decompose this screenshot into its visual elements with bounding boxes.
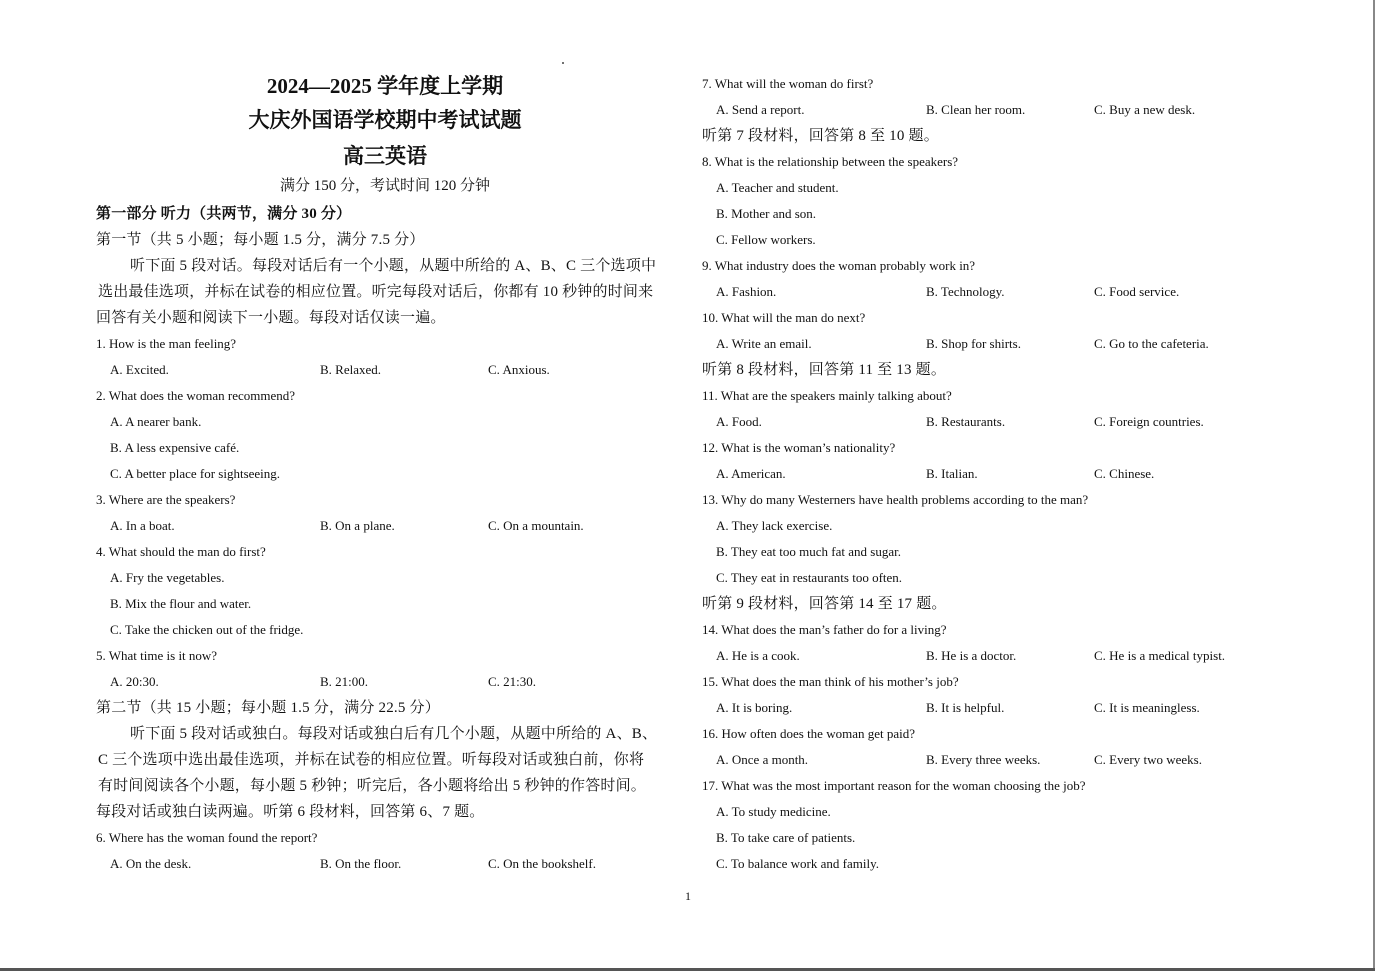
question-stem: 5. What time is it now? — [96, 648, 218, 663]
school-exam-title: 大庆外国语学校期中考试试题 — [248, 108, 522, 132]
option-a: A. A nearer bank. — [110, 414, 202, 429]
option-a: A. On the desk. — [110, 856, 192, 871]
option-c: C. On a mountain. — [488, 518, 584, 533]
question-stem: 10. What will the man do next? — [702, 310, 866, 325]
option-b: B. Restaurants. — [926, 414, 1006, 429]
option-a: A. Fry the vegetables. — [110, 570, 225, 585]
exam-year-title: 2024—2025 学年度上学期 — [266, 74, 504, 98]
option-b: B. Technology. — [926, 284, 1005, 299]
section2-instruction-line: 有时间阅读各个小题，每小题 5 秒钟；听完后，各小题将给出 5 秒钟的作答时间。 — [98, 778, 647, 794]
option-c: C. He is a medical typist. — [1094, 648, 1226, 663]
question-stem: 12. What is the woman’s nationality? — [702, 440, 896, 455]
segment-instruction: 听第 9 段材料，回答第 14 至 17 题。 — [702, 596, 947, 612]
option-c: C. Take the chicken out of the fridge. — [110, 622, 304, 637]
question-stem: 13. Why do many Westerners have health problems according to the man? — [702, 492, 1089, 507]
question-stem: 3. Where are the speakers? — [96, 492, 236, 507]
option-a: A. Food. — [716, 414, 762, 429]
option-b: B. It is helpful. — [926, 700, 1005, 715]
option-c: C. To balance work and family. — [716, 856, 879, 871]
option-b: B. He is a doctor. — [926, 648, 1017, 663]
option-b: B. Mix the flour and water. — [110, 596, 252, 611]
option-c: C. Buy a new desk. — [1094, 102, 1196, 117]
option-c: C. Go to the cafeteria. — [1094, 336, 1209, 351]
section1-instruction-line: 回答有关小题和阅读下一小题。每段对话仅读一遍。 — [96, 310, 446, 326]
option-c: C. 21:30. — [488, 674, 537, 689]
option-a: A. It is boring. — [716, 700, 793, 715]
option-a: A. Excited. — [110, 362, 169, 377]
option-c: C. Food service. — [1094, 284, 1180, 299]
question-stem: 15. What does the man think of his mother’s job? — [702, 674, 959, 689]
option-b: B. Mother and son. — [716, 206, 817, 221]
question-stem: 8. What is the relationship between the speakers? — [702, 154, 959, 169]
option-a: A. Write an email. — [716, 336, 812, 351]
section2-heading: 第二节（共 15 小题；每小题 1.5 分，满分 22.5 分） — [96, 700, 440, 716]
question-stem: 9. What industry does the woman probably work in? — [702, 258, 976, 273]
option-a: A. They lack exercise. — [716, 518, 833, 533]
page-number: 1 — [685, 889, 691, 903]
option-c: C. They eat in restaurants too often. — [716, 570, 903, 585]
section1-instruction-line: 选出最佳选项，并标在试卷的相应位置。听完每段对话后，你都有 10 秒钟的时间来 — [98, 284, 654, 300]
stray-mark — [562, 62, 564, 64]
question-stem: 1. How is the man feeling? — [96, 336, 237, 351]
question-stem: 11. What are the speakers mainly talking about? — [702, 388, 952, 403]
option-c: C. Foreign countries. — [1094, 414, 1204, 429]
section1-heading: 第一节（共 5 小题；每小题 1.5 分，满分 7.5 分） — [96, 232, 425, 248]
question-stem: 16. How often does the woman get paid? — [702, 726, 916, 741]
segment-instruction: 听第 8 段材料，回答第 11 至 13 题。 — [702, 362, 947, 378]
option-b: B. Relaxed. — [320, 362, 382, 377]
option-a: A. Send a report. — [716, 102, 805, 117]
option-a: A. Teacher and student. — [716, 180, 839, 195]
option-c: C. Fellow workers. — [716, 232, 816, 247]
score-time-info: 满分 150 分，考试时间 120 分钟 — [279, 178, 490, 194]
option-b: B. They eat too much fat and sugar. — [716, 544, 901, 559]
option-a: A. In a boat. — [110, 518, 175, 533]
question-stem: 7. What will the woman do first? — [702, 76, 874, 91]
option-b: B. Clean her room. — [926, 102, 1026, 117]
section1-instruction-line: 听下面 5 段对话。每段对话后有一个小题，从题中所给的 A、B、C 三个选项中 — [130, 258, 657, 274]
option-c: C. It is meaningless. — [1094, 700, 1200, 715]
option-b: B. Italian. — [926, 466, 978, 481]
option-c: C. Every two weeks. — [1094, 752, 1202, 767]
question-stem: 14. What does the man’s father do for a living? — [702, 622, 947, 637]
option-c: C. On the bookshelf. — [488, 856, 596, 871]
option-b: B. On a plane. — [320, 518, 395, 533]
option-b: B. On the floor. — [320, 856, 402, 871]
section2-instruction-line: 每段对话或独白读两遍。听第 6 段材料，回答第 6、7 题。 — [96, 804, 485, 820]
section2-instruction-line: 听下面 5 段对话或独白。每段对话或独白后有几个小题，从题中所给的 A、B、 — [130, 726, 658, 742]
option-a: A. Fashion. — [716, 284, 777, 299]
option-b: B. To take care of patients. — [716, 830, 856, 845]
question-stem: 4. What should the man do first? — [96, 544, 266, 559]
option-b: B. 21:00. — [320, 674, 369, 689]
option-a: A. To study medicine. — [716, 804, 831, 819]
question-stem: 6. Where has the woman found the report? — [96, 830, 318, 845]
option-a: A. American. — [716, 466, 786, 481]
subject-title: 高三英语 — [343, 144, 427, 168]
option-a: A. 20:30. — [110, 674, 159, 689]
question-stem: 2. What does the woman recommend? — [96, 388, 296, 403]
segment-instruction: 听第 7 段材料，回答第 8 至 10 题。 — [702, 128, 939, 144]
option-c: C. Anxious. — [488, 362, 550, 377]
section2-instruction-line: C 三个选项中选出最佳选项，并标在试卷的相应位置。听每段对话或独白前，你将 — [98, 752, 645, 768]
option-b: B. Every three weeks. — [926, 752, 1041, 767]
option-b: B. A less expensive café. — [110, 440, 240, 455]
option-a: A. He is a cook. — [716, 648, 800, 663]
option-a: A. Once a month. — [716, 752, 809, 767]
option-c: C. A better place for sightseeing. — [110, 466, 281, 481]
question-stem: 17. What was the most important reason for the woman choosing the job? — [702, 778, 1086, 793]
part1-heading: 第一部分 听力（共两节，满分 30 分） — [96, 206, 352, 222]
option-c: C. Chinese. — [1094, 466, 1155, 481]
option-b: B. Shop for shirts. — [926, 336, 1021, 351]
